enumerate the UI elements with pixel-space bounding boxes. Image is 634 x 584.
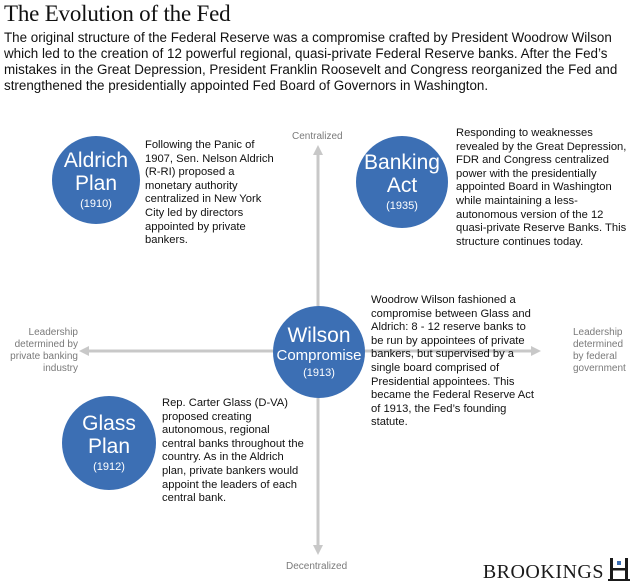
brookings-h-icon bbox=[608, 556, 630, 582]
wilson-compromise-year: (1913) bbox=[303, 367, 335, 379]
intro-paragraph: The original structure of the Federal Reserve was a compromise crafted by President Woodrow Wilson which led to the creation of 12 powerful regional, quasi-private Federal Reserve banks. After the Fed’s mistakes in the Great Depression, President Franklin Roosevelt and Congress reorganized the Fed and strengthened the presidentially appointed Fed Board of Governors in Washington. bbox=[4, 30, 618, 93]
aldrich-plan-description: Following the Panic of 1907, Sen. Nelson Aldrich (R-RI) proposed a monetary authority centralized in New York City led by directors appointed by private bankers. bbox=[145, 139, 274, 247]
wilson-compromise-title-line2: Compromise bbox=[276, 347, 362, 364]
banking-act-title-line2: Act bbox=[386, 174, 418, 197]
axis-label-right: Leadership determined by federal government bbox=[573, 327, 626, 374]
banking-act-circle bbox=[356, 136, 448, 228]
wilson-compromise-circle bbox=[273, 306, 365, 398]
aldrich-plan-circle bbox=[52, 136, 140, 224]
axis-label-left: Leadership determined by private banking industry bbox=[10, 327, 78, 374]
glass-plan-description: Rep. Carter Glass (D-VA) proposed creating autonomous, regional central banks throughout the country. As in the Aldrich plan, private bankers would appoint the leaders of each central bank. bbox=[162, 397, 304, 505]
wilson-compromise-description: Woodrow Wilson fashioned a compromise between Glass and Aldrich: 8 - 12 reserve banks to be run by appointees of private bankers, but supervised by a single board comprised of Presidential appointees. This became the Federal Reserve Act of 1913, the Fed’s founding statute. bbox=[371, 294, 534, 429]
glass-plan-title-line1: Glass bbox=[82, 412, 136, 435]
glass-plan-title-line2: Plan bbox=[87, 435, 131, 458]
axis-label-bottom: Decentralized bbox=[286, 561, 348, 572]
glass-plan-circle bbox=[62, 396, 156, 490]
banking-act-year: (1935) bbox=[386, 200, 418, 212]
banking-act-description: Responding to weaknesses revealed by the Great Depression, FDR and Congress centralized power with the presidentially appointed Board in Washington while maintaining a less-autonomous version of the 12 quasi-private Reserve Banks. This structure continues today. bbox=[456, 127, 627, 248]
brookings-logo bbox=[483, 556, 630, 582]
aldrich-plan-year: (1910) bbox=[80, 198, 112, 210]
brookings-wordmark: BROOKINGS bbox=[482, 561, 604, 583]
wilson-compromise-title-line1: Wilson bbox=[287, 324, 351, 347]
banking-act-title-line1: Banking bbox=[364, 151, 440, 174]
aldrich-plan-title-line2: Plan bbox=[74, 172, 118, 195]
axis-label-top: Centralized bbox=[292, 131, 343, 142]
glass-plan-year: (1912) bbox=[93, 461, 125, 473]
aldrich-plan-title-line1: Aldrich bbox=[63, 149, 129, 172]
page-title: The Evolution of the Fed bbox=[4, 1, 231, 26]
